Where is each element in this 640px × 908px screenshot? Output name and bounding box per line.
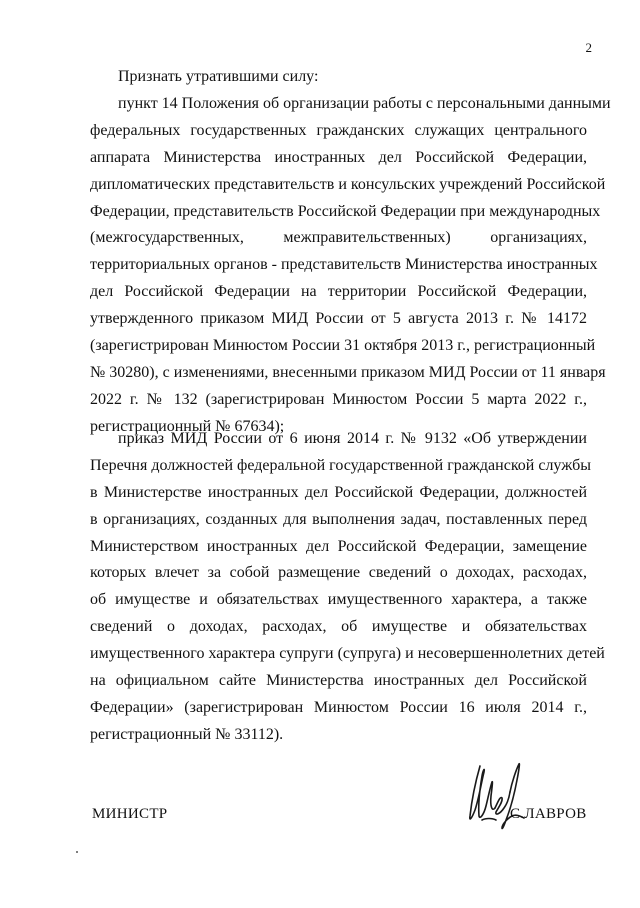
text-line: регистрационный № 67634); <box>90 417 285 435</box>
paragraph-revoked-regulation <box>90 91 611 441</box>
text-line: на официальном сайте Министерства иностранных дел Российской <box>90 672 587 690</box>
text-line: пункт 14 Положения об организации работы с персональными данными <box>118 95 611 112</box>
text-line: 2022 г. № 132 (зарегистрирован Минюстом России 5 марта 2022 г., <box>90 390 587 408</box>
text-line: Министерством иностранных дел Российской Федерации, замещение <box>90 537 587 555</box>
text-line: которых влечет за собой размещение сведений о доходах, расходах, <box>90 564 587 582</box>
text-line: дипломатических представительств и консульских учреждений Российской <box>90 175 606 193</box>
text-line: в Министерстве иностранных дел Российской Федерации, должностей <box>90 483 587 501</box>
text-line: (зарегистрирован Минюстом России 31 октября 2013 г., регистрационный <box>90 337 596 355</box>
text-line: регистрационный № 33112). <box>90 725 284 743</box>
text-line: в организациях, созданных для выполнения задач, поставленных перед <box>90 510 587 528</box>
text-line: имущественного характера супруги (супруга) и несовершеннолетних детей <box>90 645 605 663</box>
text-line: № 30280), с изменениями, внесенными приказом МИД России от 11 января <box>90 363 606 381</box>
text-line: федеральных государственных гражданских служащих центрального <box>90 121 587 139</box>
signatory-name: С.ЛАВРОВ <box>510 806 587 822</box>
signatory-title: МИНИСТР <box>92 806 168 822</box>
text-line: дел Российской Федерации на территории Российской Федерации, <box>90 283 587 301</box>
heading-text: Признать утратившими силу: <box>118 68 319 85</box>
text-line: Перечня должностей федеральной государственной гражданской службы <box>90 456 591 474</box>
scan-speck <box>76 851 78 853</box>
text-line: утвержденного приказом МИД России от 5 августа 2013 г. № 14172 <box>90 310 587 328</box>
text-line: приказ МИД России от 6 июня 2014 г. № 9132 «Об утверждении <box>118 430 587 447</box>
text-line: Федерации, представительств Российской Федерации при международных <box>90 202 601 220</box>
text-line: сведений о доходах, расходах, об имуществе и обязательствах <box>90 618 587 636</box>
handwritten-signature <box>462 758 532 836</box>
text-line: об имуществе и обязательствах имущественного характера, а также <box>90 591 587 609</box>
text-line: (межгосударственных, межправительственных) организациях, <box>90 229 587 247</box>
page-number: 2 <box>585 40 592 55</box>
text-line: аппарата Министерства иностранных дел Российской Федерации, <box>90 148 587 166</box>
text-line: Федерации» (зарегистрирован Минюстом России 16 июля 2014 г., <box>90 698 587 716</box>
paragraph-revoked-order <box>90 426 605 749</box>
text-line: территориальных органов - представительств Министерства иностранных <box>90 256 598 274</box>
